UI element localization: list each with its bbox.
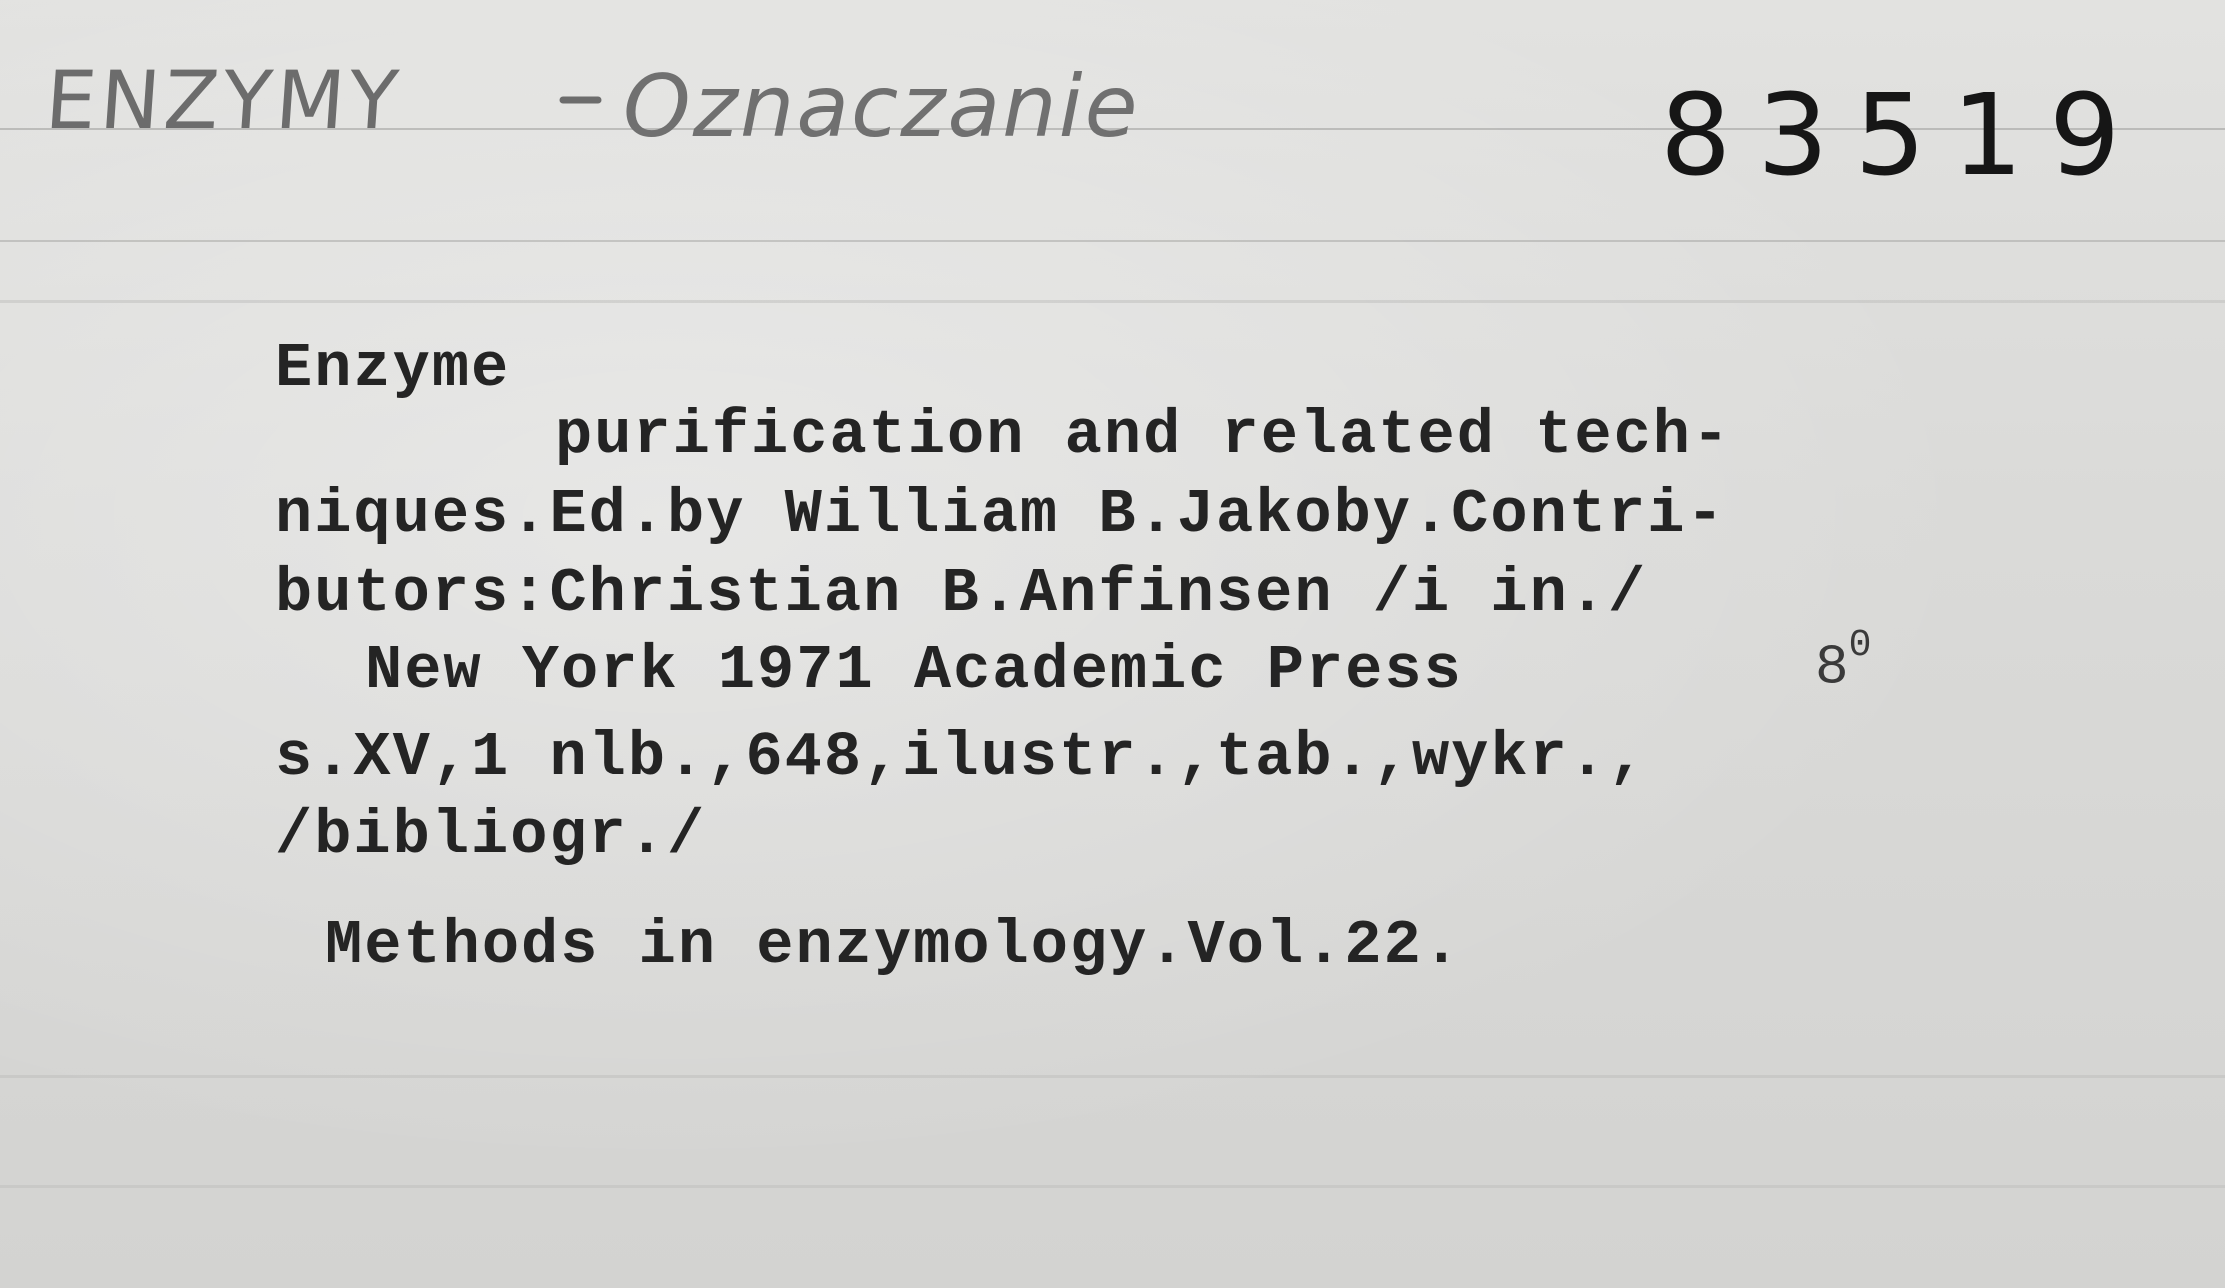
- entry-imprint-line: New York 1971 Academic Press: [365, 635, 1463, 706]
- entry-heading: Enzyme: [275, 333, 511, 404]
- entry-series-line: Methods in enzymology.Vol.22.: [325, 910, 1462, 981]
- bleed-through-line: [0, 1185, 2225, 1188]
- format-size: 8: [1815, 635, 1849, 700]
- accession-number: 83519: [1660, 71, 2147, 201]
- format-note: [1815, 624, 1872, 700]
- entry-contributors-line: butors:Christian B.Anfinsen /i in./: [275, 558, 1648, 629]
- handwritten-subject-heading: [48, 40, 1308, 150]
- bleed-through-line: [0, 1075, 2225, 1078]
- bleed-through-line: [0, 300, 2225, 303]
- card-rule-second: [0, 240, 2225, 242]
- format-size-superscript: 0: [1848, 624, 1872, 667]
- handwriting-image: [48, 40, 1308, 150]
- entry-title-line: purification and related tech-: [555, 400, 1732, 471]
- entry-bibliography-line: /bibliogr./: [275, 800, 707, 871]
- entry-editor-line: niques.Ed.by William B.Jakoby.Contri-: [275, 479, 1726, 550]
- svg-text:ENZYMY: ENZYMY: [48, 54, 405, 147]
- svg-text:Oznaczanie: Oznaczanie: [623, 57, 1140, 150]
- entry-collation-line: s.XV,1 nlb.,648,ilustr.,tab.,wykr.,: [275, 722, 1648, 793]
